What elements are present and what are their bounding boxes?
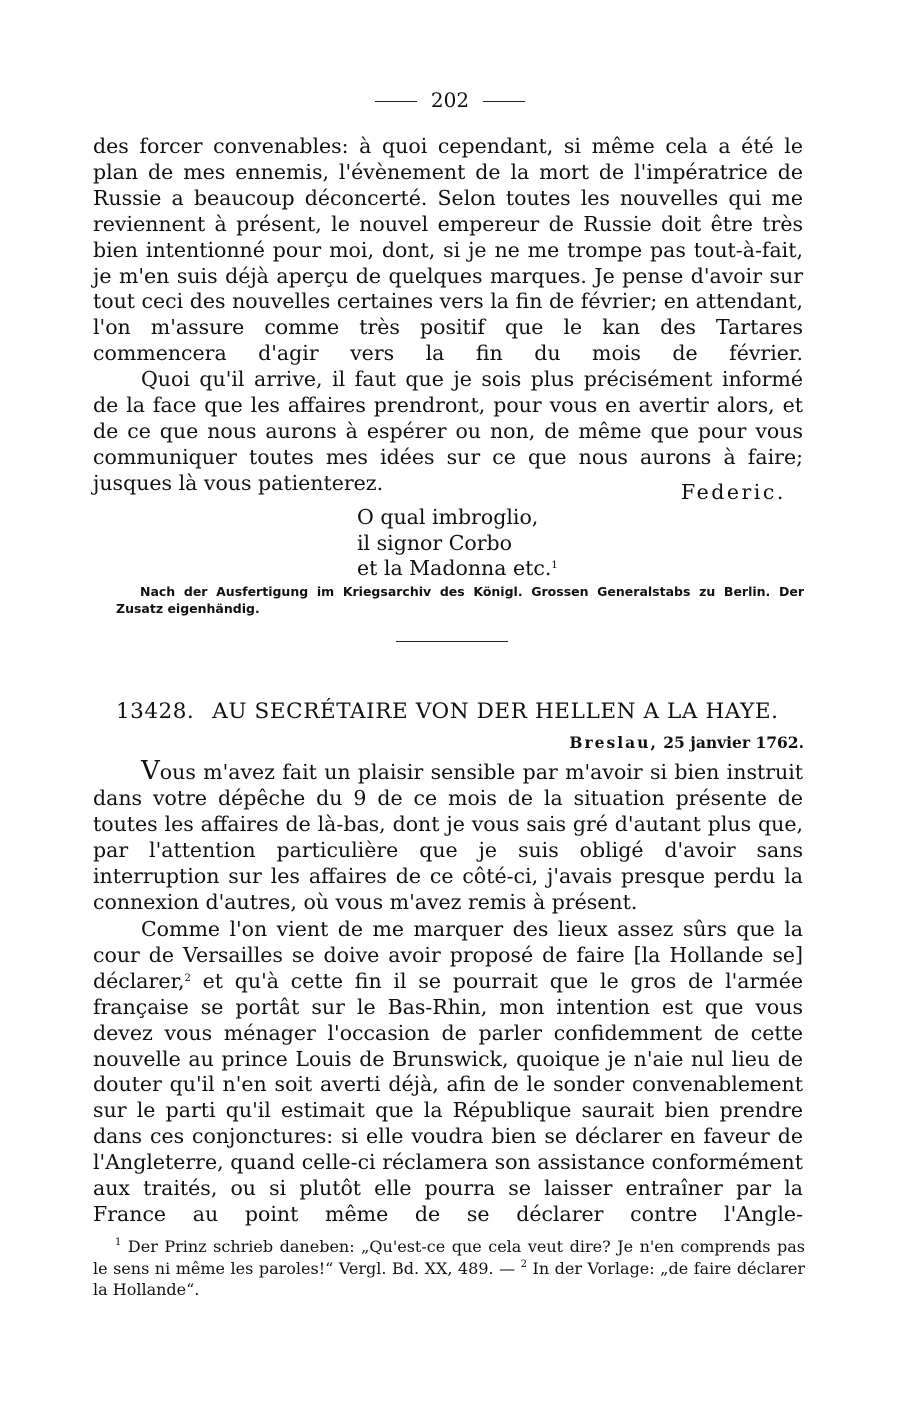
paragraph-1: des forcer convenables: à quoi cependant, si même cela a été le plan de mes ennemis, l'évènement de la mort de l'impératrice de Russie a beaucoup déconcerté. Selon toutes les nouvelles qui me reviennent à présent, le nouvel empereur de Russie doit être très bien intentionné pour moi, dont, si je ne me trompe pas tout-à-fait, je m'en suis déjà aperçu de quelques marques. Je pense d'avoir sur tout ceci des nouvelles certaines vers la fin de février; en attendant, l'on m'assure comme très positif que le kan des Tartares commencera d'agir vers la fin du mois de février. xyxy=(93,134,803,366)
page-header xyxy=(0,86,900,114)
source-note xyxy=(116,583,804,617)
footnote-1-text: Der Prinz schrieb daneben: „Qu'est-ce que cela veut dire? Je n'en comprends pas le sens ni même les paroles!“ Vergl. Bd. XX, 489. — xyxy=(93,1237,805,1278)
dateline-place: Breslau, xyxy=(569,733,658,752)
dateline-date: 25 janvier 1762. xyxy=(663,733,804,752)
paragraph-2 xyxy=(93,367,803,497)
footnote-mark-1: 1 xyxy=(551,560,558,571)
section-divider xyxy=(396,641,508,642)
paragraph-3-text: ous m'avez fait un plaisir sensible par m'avoir si bien instruit dans votre dépêche du 9 de ce mois de la situation présente de toutes les affaires de là-bas, dont je vous sais gré d'autant plus que, par l'attention particulière que je suis obligé d'avoir sans interruption sur les affaires de ce côté-ci, j'avais presque perdu la connexion d'autres, où vous m'avez remis à présent. xyxy=(93,760,803,914)
paragraph-4-text-a: Comme l'on vient de me marquer des lieux assez sûrs que la cour de Versailles se doive avoir proposé de faire [la Hollande se] déclarer, xyxy=(93,917,803,993)
source-note-text: Nach der Ausfertigung im Kriegsarchiv des Königl. Grossen Generalstabs zu Berlin. Der Zusatz eigenhändig. xyxy=(116,584,804,616)
footnotes xyxy=(93,1236,805,1301)
letter-heading xyxy=(116,698,806,726)
footnote-2-mark: 2 xyxy=(520,1258,528,1270)
verse-block xyxy=(357,505,558,582)
verse-line-2: il signor Corbo xyxy=(357,530,512,555)
verse-line-3-text: et la Madonna etc. xyxy=(357,556,552,580)
page-number: 202 xyxy=(430,88,470,112)
footnote-1-mark: 1 xyxy=(115,1237,122,1248)
paragraph-3 xyxy=(93,756,803,915)
initial-letter: V xyxy=(141,756,160,786)
header-dash-right xyxy=(483,101,525,102)
dateline xyxy=(569,733,804,752)
footnote-2-text: In der Vorlage: „de faire déclarer la Hollande“. xyxy=(93,1258,805,1299)
letter-number: 13428. xyxy=(116,699,195,724)
letter-title: AU SECRÉTAIRE VON DER HELLEN A LA HAYE. xyxy=(212,699,779,724)
verse-line-1: O qual imbroglio, xyxy=(357,505,539,529)
signature: Federic. xyxy=(681,480,786,504)
paragraph-2-text: Quoi qu'il arrive, il faut que je sois plus précisément informé de la face que les affaires prendront, pour vous en avertir alors, et de ce que nous aurons à espérer ou non, de même que pour vous communiquer toutes mes idées sur ce que nous aurons à faire; jusques là vous patienterez. xyxy=(93,367,803,495)
verse-line-3 xyxy=(357,556,558,582)
paragraph-4-text-b: et qu'à cette fin il se pourrait que le gros de l'armée française se portât sur le Bas-Rhin, mon intention est que vous devez vous ménager l'occasion de parler confidemment de cette nouvelle au prince Louis de Brunswick, quoique je n'aie nul lieu de douter qu'il n'en soit averti déjà, afin de le sonder convenablement sur le parti qu'il estimait que la République saurait bien prendre dans ces conjonctures: si elle voudra bien se déclarer en faveur de l'Angleterre, quand celle-ci réclamera son assistance conformément aux traités, ou si plutôt elle pourra se laisser entraîner par la France au point même de se déclarer contre l'Angle- xyxy=(93,968,803,1226)
paragraph-4 xyxy=(93,917,803,1228)
header-dash-left xyxy=(375,101,417,102)
footnote-mark-2: 2 xyxy=(184,972,191,984)
